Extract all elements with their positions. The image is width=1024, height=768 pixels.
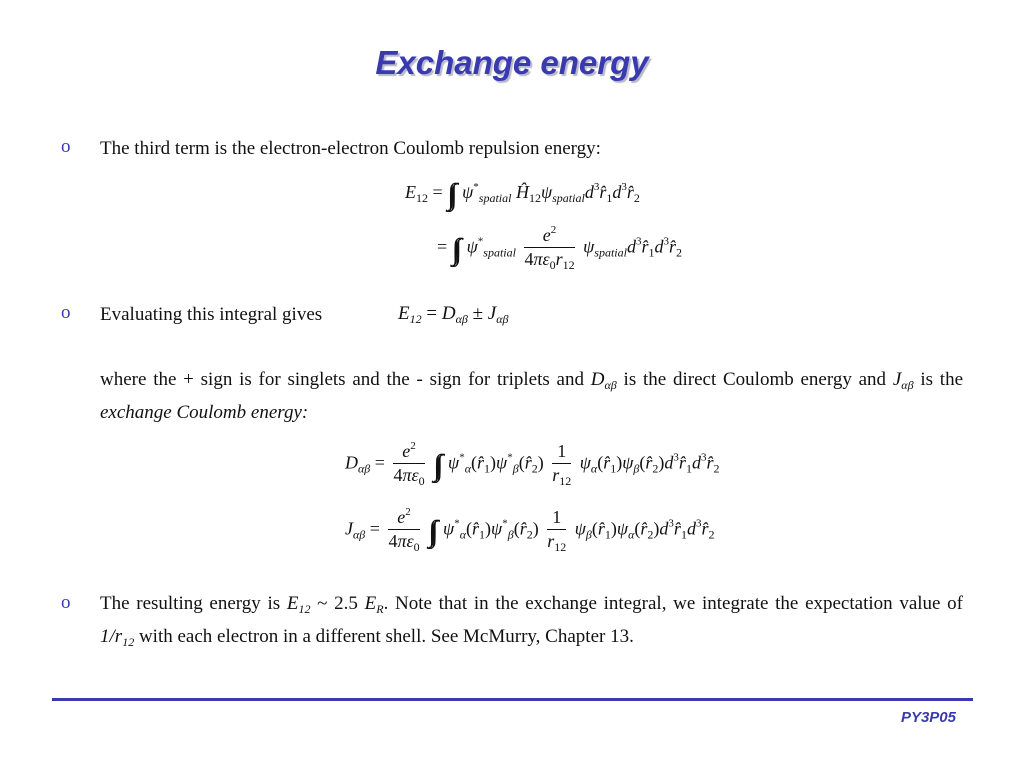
equation-direct-coulomb: $D_{\alpha\beta}$ = $\frac{e^2}{4\pi\varepsilon_0}$ ∫∫ $\psi^*_\alpha(r̂_1)\psi^*_\beta(r̂_2)$ $\frac{1}{r_{12}}$ $\psi_\alpha(r̂_1)\psi_\beta(r̂_2)d^3r̂_1d^3r̂_2$ <box>345 440 720 488</box>
bullet-marker: o <box>61 592 71 613</box>
coulomb-fraction: $\frac{e^2}{4\pi\varepsilon_0r_{12}}$ <box>524 224 575 272</box>
course-code: PY3P05 <box>900 709 956 726</box>
equation-e12-line1: $E_{12}$ = ∫∫ $\psi^*_{spatial}$ $Ĥ_{12}\psi_{spatial}d^3r̂_1d^3r̂_2$ <box>405 178 640 211</box>
bullet-1-text: The third term is the electron-electron Coulomb repulsion energy: <box>100 138 601 159</box>
bullet-marker: o <box>61 302 71 323</box>
slide-title: Exchange energy <box>375 44 649 81</box>
bullet-marker: o <box>61 136 71 157</box>
bullet-2-continuation: where the + sign is for singlets and the - sign for triplets and $D_{\alpha\beta}$ is the direct Coulomb energy and $J_{\alpha\beta}$ is the exchange Coulomb energy: <box>100 369 963 423</box>
equation-e12-result: $E_{12} = D_{\alpha\beta} \pm J_{\alpha\beta}$ <box>398 303 509 326</box>
equation-exchange-coulomb: $J_{\alpha\beta}$ = $\frac{e^2}{4\pi\varepsilon_0}$ ∫∫ $\psi^*_\alpha(r̂_1)\psi^*_\beta(r̂_2)$ $\frac{1}{r_{12}}$ $\psi_\beta(r̂_1)\psi_\alpha(r̂_2)d^3r̂_1d^3r̂_2$ <box>345 506 715 554</box>
bullet-2-text: Evaluating this integral gives <box>100 304 323 325</box>
equation-e12-line2: = ∫∫ $\psi^*_{spatial}$ $\frac{e^2}{4\pi\varepsilon_0r_{12}}$ $\psi_{spatial}d^3r̂_1d^3r̂_2$ <box>437 224 682 272</box>
footer-divider <box>52 698 973 701</box>
bullet-3-text: The resulting energy is $E_{12}$ ~ 2.5 $E_R$. Note that in the exchange integral, we integrate the expectation value of $1/r_{12}$ with each electron in a different shell. See McMurry, Chapter 13. <box>100 593 964 649</box>
